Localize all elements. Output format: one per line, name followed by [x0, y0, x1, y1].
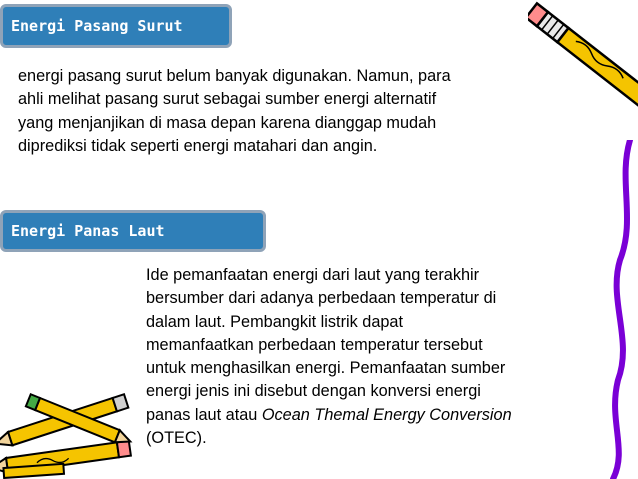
paragraph-line: bersumber dari adanya perbedaan temperatur di [146, 289, 497, 308]
paragraph-pasang-surut [18, 65, 451, 158]
paragraph-line: ahli melihat pasang surut sebagai sumber energi alternatif [18, 90, 437, 109]
section-title-pasang-surut [0, 4, 232, 48]
paragraph-panas-laut [146, 264, 512, 450]
paragraph-line: diprediksi tidak seperti energi matahari dan angin. [18, 136, 378, 155]
section-title-panas-laut [0, 210, 266, 252]
section-title-text: Energi Panas Laut [11, 222, 165, 240]
paragraph-line: energi jenis ini disebut dengan konversi energi [146, 382, 481, 401]
paragraph-line: dalam laut. Pembangkit listrik dapat [146, 312, 404, 331]
paragraph-line: (OTEC). [146, 429, 207, 448]
paragraph-line: energi pasang surut belum banyak digunakan. Namun, para [18, 67, 451, 85]
paragraph-line: memanfaatkan perbedaan temperatur tersebut [146, 335, 483, 354]
paragraph-line: Ide pemanfaatan energi dari laut yang terakhir [146, 266, 480, 284]
pencils-icon [0, 380, 140, 479]
paragraph-italic-term: Ocean Themal Energy Conversion [261, 405, 512, 424]
section-title-text: Energi Pasang Surut [11, 17, 183, 35]
paragraph-line [146, 404, 512, 427]
paragraph-line: yang menjanjikan di masa depan karena dianggap mudah [18, 113, 437, 132]
paragraph-line: untuk menghasilkan energi. Pemanfaatan sumber [146, 359, 506, 378]
decorative-line-icon [578, 140, 638, 479]
paragraph-text: panas laut atau [146, 405, 262, 424]
